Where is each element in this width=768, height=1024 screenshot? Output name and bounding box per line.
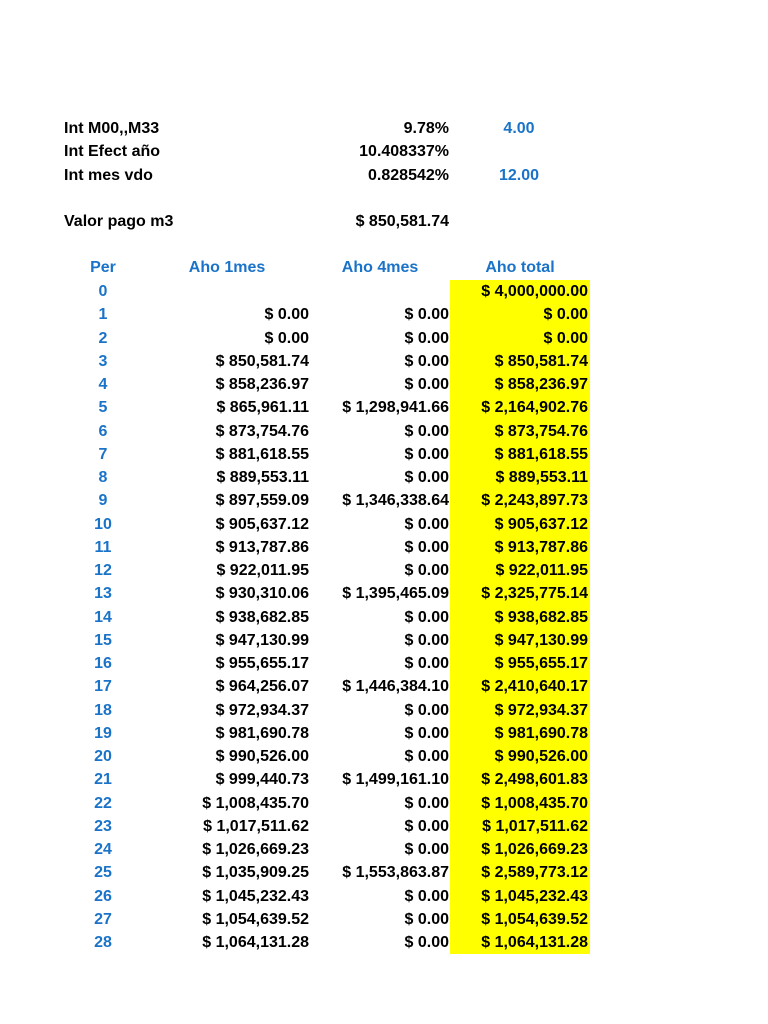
period-cell: 24 (94, 841, 112, 858)
table-row (0, 629, 768, 652)
header-aho-1mes: Aho 1mes (188, 259, 266, 276)
aho-total-cell: $ 1,045,232.43 (481, 887, 588, 905)
payment-row (0, 210, 768, 233)
period-cell: 18 (94, 701, 112, 719)
aho-1mes-cell: $ 858,236.97 (215, 376, 309, 393)
aho-4mes-cell: $ 0.00 (404, 608, 449, 626)
param-value: 9.78% (403, 120, 449, 137)
period-cell: 7 (98, 445, 108, 463)
param-extra-value: 12.00 (498, 167, 540, 184)
aho-total-cell: $ 4,000,000.00 (481, 283, 588, 300)
param-row-int-m00 (0, 117, 768, 140)
period-cell: 20 (94, 748, 112, 765)
aho-4mes-cell: $ 0.00 (404, 469, 449, 486)
aho-1mes-cell: $ 947,130.99 (215, 631, 309, 649)
aho-total-cell: $ 2,164,902.76 (481, 399, 588, 417)
aho-total-cell: $ 0.00 (543, 329, 588, 347)
table-row (0, 908, 768, 931)
aho-4mes-cell: $ 0.00 (404, 631, 449, 649)
aho-1mes-cell: $ 1,026,669.23 (202, 841, 309, 858)
period-cell: 13 (94, 585, 112, 603)
aho-total-cell: $ 1,008,435.70 (481, 794, 588, 812)
param-label: Int mes vdo (64, 167, 153, 184)
aho-total-cell: $ 972,934.37 (494, 701, 588, 719)
payment-label: Valor pago m3 (64, 213, 174, 230)
table-row (0, 396, 768, 419)
period-cell: 28 (94, 934, 112, 951)
param-row-int-efect (0, 140, 768, 163)
table-row (0, 536, 768, 559)
aho-4mes-cell: $ 0.00 (404, 306, 449, 324)
aho-1mes-cell: $ 930,310.06 (215, 585, 309, 603)
aho-total-cell: $ 850,581.74 (494, 352, 588, 370)
table-row (0, 489, 768, 512)
aho-total-cell: $ 2,589,773.12 (481, 864, 588, 882)
table-row (0, 559, 768, 582)
period-cell: 27 (94, 910, 112, 928)
table-row (0, 350, 768, 373)
period-cell: 1 (98, 306, 108, 324)
period-cell: 17 (94, 678, 112, 696)
table-row (0, 513, 768, 536)
aho-total-cell: $ 1,054,639.52 (481, 910, 588, 928)
aho-1mes-cell: $ 922,011.95 (216, 562, 309, 579)
param-value: 0.828542% (368, 167, 449, 184)
aho-4mes-cell: $ 0.00 (404, 329, 449, 347)
aho-4mes-cell: $ 0.00 (404, 352, 449, 370)
period-cell: 4 (98, 376, 108, 393)
header-aho-total: Aho total (485, 259, 555, 276)
table-row (0, 792, 768, 815)
aho-1mes-cell: $ 889,553.11 (216, 469, 309, 486)
aho-1mes-cell: $ 1,054,639.52 (202, 910, 309, 928)
table-row (0, 466, 768, 489)
aho-4mes-cell: $ 0.00 (404, 515, 449, 533)
aho-4mes-cell: $ 0.00 (404, 794, 449, 812)
aho-1mes-cell: $ 897,559.09 (215, 492, 309, 510)
aho-1mes-cell: $ 913,787.86 (215, 538, 309, 556)
aho-total-cell: $ 873,754.76 (494, 422, 588, 440)
aho-total-cell: $ 938,682.85 (494, 608, 588, 626)
table-row (0, 815, 768, 838)
aho-4mes-cell: $ 0.00 (404, 748, 449, 765)
aho-total-cell: $ 913,787.86 (494, 538, 588, 556)
aho-total-cell: $ 1,064,131.28 (481, 934, 588, 951)
aho-total-cell: $ 955,655.17 (494, 655, 588, 672)
period-cell: 5 (98, 399, 108, 417)
aho-1mes-cell: $ 981,690.78 (215, 724, 309, 742)
aho-1mes-cell: $ 0.00 (264, 306, 309, 324)
aho-1mes-cell: $ 1,064,131.28 (202, 934, 309, 951)
table-row (0, 699, 768, 722)
param-value: 10.408337% (359, 143, 449, 160)
aho-4mes-cell: $ 1,446,384.10 (342, 678, 449, 696)
period-cell: 22 (94, 794, 112, 812)
aho-1mes-cell: $ 1,045,232.43 (202, 887, 309, 905)
aho-4mes-cell: $ 0.00 (404, 445, 449, 463)
header-per: Per (90, 259, 116, 276)
aho-1mes-cell: $ 972,934.37 (215, 701, 309, 719)
aho-total-cell: $ 0.00 (543, 306, 588, 324)
table-row (0, 303, 768, 326)
aho-4mes-cell: $ 0.00 (404, 934, 449, 951)
aho-4mes-cell: $ 0.00 (404, 817, 449, 835)
period-cell: 8 (98, 469, 108, 486)
table-row (0, 838, 768, 861)
aho-1mes-cell: $ 905,637.12 (215, 515, 309, 533)
aho-4mes-cell: $ 0.00 (404, 562, 449, 579)
period-cell: 0 (98, 283, 108, 300)
aho-4mes-cell: $ 0.00 (404, 538, 449, 556)
aho-1mes-cell: $ 850,581.74 (215, 352, 309, 370)
table-row (0, 443, 768, 466)
table-row (0, 582, 768, 605)
period-cell: 2 (98, 329, 108, 347)
table-row (0, 861, 768, 884)
aho-1mes-cell: $ 881,618.55 (215, 445, 309, 463)
aho-total-cell: $ 1,017,511.62 (482, 817, 588, 835)
table-row (0, 722, 768, 745)
param-extra-value: 4.00 (503, 120, 535, 137)
period-cell: 3 (98, 352, 108, 370)
table-row (0, 675, 768, 698)
aho-1mes-cell: $ 873,754.76 (215, 422, 309, 440)
aho-total-cell: $ 947,130.99 (494, 631, 588, 649)
period-cell: 14 (94, 608, 112, 626)
period-cell: 10 (94, 515, 112, 533)
period-cell: 21 (94, 771, 112, 789)
header-aho-4mes: Aho 4mes (341, 259, 419, 276)
aho-1mes-cell: $ 1,035,909.25 (202, 864, 309, 882)
aho-4mes-cell: $ 1,553,863.87 (342, 864, 449, 882)
aho-1mes-cell: $ 990,526.00 (215, 748, 309, 765)
table-row (0, 768, 768, 791)
aho-total-cell: $ 2,410,640.17 (481, 678, 588, 696)
aho-total-cell: $ 905,637.12 (494, 515, 588, 533)
period-cell: 15 (94, 631, 112, 649)
period-cell: 12 (94, 562, 112, 579)
table-row (0, 373, 768, 396)
period-cell: 9 (98, 492, 108, 510)
aho-4mes-cell: $ 0.00 (404, 655, 449, 672)
table-row (0, 327, 768, 350)
aho-total-cell: $ 1,026,669.23 (481, 841, 588, 858)
aho-1mes-cell: $ 865,961.11 (216, 399, 309, 417)
aho-1mes-cell: $ 1,017,511.62 (203, 817, 309, 835)
table-row (0, 931, 768, 954)
table-row (0, 606, 768, 629)
period-cell: 25 (94, 864, 112, 882)
aho-1mes-cell: $ 938,682.85 (215, 608, 309, 626)
param-row-int-mes (0, 164, 768, 187)
period-cell: 19 (94, 724, 112, 742)
aho-total-cell: $ 981,690.78 (494, 724, 588, 742)
period-cell: 11 (94, 538, 112, 556)
aho-total-cell: $ 990,526.00 (494, 748, 588, 765)
aho-4mes-cell: $ 1,346,338.64 (342, 492, 449, 510)
aho-total-cell: $ 881,618.55 (494, 445, 588, 463)
aho-4mes-cell: $ 0.00 (404, 422, 449, 440)
aho-4mes-cell: $ 1,298,941.66 (342, 399, 449, 417)
aho-total-cell: $ 858,236.97 (494, 376, 588, 393)
aho-total-cell: $ 2,243,897.73 (481, 492, 588, 510)
aho-1mes-cell: $ 964,256.07 (215, 678, 309, 696)
aho-total-cell: $ 889,553.11 (495, 469, 588, 486)
period-cell: 16 (94, 655, 112, 672)
param-label: Int Efect año (64, 143, 161, 160)
aho-total-cell: $ 2,325,775.14 (481, 585, 588, 603)
table-row (0, 652, 768, 675)
aho-4mes-cell: $ 0.00 (404, 887, 449, 905)
aho-1mes-cell: $ 999,440.73 (215, 771, 309, 789)
period-cell: 26 (94, 887, 112, 905)
aho-4mes-cell: $ 0.00 (404, 376, 449, 393)
table-row (0, 885, 768, 908)
period-cell: 6 (98, 422, 108, 440)
aho-1mes-cell: $ 0.00 (264, 329, 309, 347)
table-row (0, 420, 768, 443)
aho-1mes-cell: $ 1,008,435.70 (202, 794, 309, 812)
payment-value: $ 850,581.74 (355, 213, 449, 230)
aho-4mes-cell: $ 1,499,161.10 (342, 771, 449, 789)
table-row (0, 280, 768, 303)
aho-total-cell: $ 2,498,601.83 (481, 771, 588, 789)
aho-4mes-cell: $ 0.00 (404, 910, 449, 928)
table-row (0, 745, 768, 768)
aho-1mes-cell: $ 955,655.17 (215, 655, 309, 672)
aho-total-cell: $ 922,011.95 (495, 562, 588, 579)
aho-4mes-cell: $ 0.00 (404, 724, 449, 742)
aho-4mes-cell: $ 0.00 (404, 701, 449, 719)
period-cell: 23 (94, 817, 112, 835)
aho-4mes-cell: $ 1,395,465.09 (342, 585, 449, 603)
param-label: Int M00,,M33 (64, 120, 160, 137)
aho-4mes-cell: $ 0.00 (404, 841, 449, 858)
